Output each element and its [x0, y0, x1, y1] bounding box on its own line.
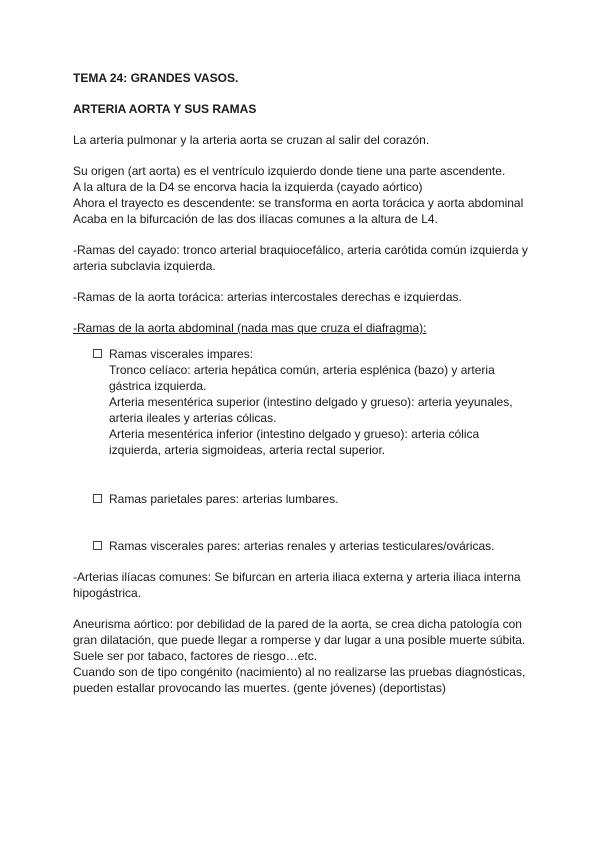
list-item: [73, 538, 533, 554]
checkbox-bullet-icon: [93, 494, 102, 503]
list-item-detail: Arteria mesentérica inferior (intestino delgado y grueso): arteria cólica izquierda, arteria sigmoideas, arteria rectal superior.: [109, 427, 480, 457]
origin-line: Acaba en la bifurcación de las dos ilíacas comunes a la altura de L4.: [73, 212, 438, 226]
checkbox-bullet-icon: [93, 349, 102, 358]
aneurisma-line: Aneurisma aórtico: por debilidad de la pared de la aorta, se crea dicha patología con gran dilatación, que puede llegar a romperse y dar lugar a una posible muerte súbita. Suele ser por tabaco, factores de riesgo…etc.: [73, 617, 526, 663]
origin-line: Su origen (art aorta) es el ventrículo izquierdo donde tiene una parte ascendente.: [73, 164, 506, 178]
origin-line: Ahora el trayecto es descendente: se transforma en aorta torácica y aorta abdominal: [73, 196, 524, 210]
list-item: [73, 491, 533, 507]
list-item-label: Ramas viscerales pares: arterias renales y arterias testiculares/ováricas.: [109, 539, 495, 553]
ramas-toracica-paragraph: -Ramas de la aorta torácica: arterias intercostales derechas e izquierdas.: [73, 290, 462, 304]
document-page: [73, 70, 533, 696]
list-item: [73, 346, 533, 458]
list-item-detail: Arteria mesentérica superior (intestino delgado y grueso): arteria yeyunales, arteria ileales y arterias cólicas.: [109, 395, 513, 425]
iliacas-paragraph: -Arterias ilíacas comunes: Se bifurcan en arteria iliaca externa y arteria iliaca interna hipogástrica.: [73, 570, 521, 600]
abdominal-branch-list: [73, 346, 533, 554]
section-heading: ARTERIA AORTA Y SUS RAMAS: [73, 102, 257, 116]
aneurisma-paragraph: [73, 616, 533, 696]
origin-paragraph: [73, 163, 533, 227]
checkbox-bullet-icon: [93, 541, 102, 550]
list-item-label: Ramas viscerales impares:: [109, 347, 254, 361]
doc-title: TEMA 24: GRANDES VASOS.: [73, 71, 239, 85]
list-item-detail: Tronco celíaco: arteria hepática común, arteria esplénica (bazo) y arteria gástrica izquierda.: [109, 363, 495, 393]
aneurisma-line: Cuando son de tipo congénito (nacimiento) al no realizarse las pruebas diagnósticas, pueden estallar provocando las muertes. (gente jóvenes) (deportistas): [73, 665, 526, 695]
list-item-label: Ramas parietales pares: arterias lumbares.: [109, 492, 339, 506]
origin-line: A la altura de la D4 se encorva hacia la izquierda (cayado aórtico): [73, 180, 423, 194]
ramas-cayado-paragraph: -Ramas del cayado: tronco arterial braquiocefálico, arteria carótida común izquierda y arteria subclavia izquierda.: [73, 243, 528, 273]
intro-paragraph: La arteria pulmonar y la arteria aorta se cruzan al salir del corazón.: [73, 133, 430, 147]
ramas-abdominal-heading: -Ramas de la aorta abdominal (nada mas que cruza el diafragma):: [73, 321, 427, 335]
